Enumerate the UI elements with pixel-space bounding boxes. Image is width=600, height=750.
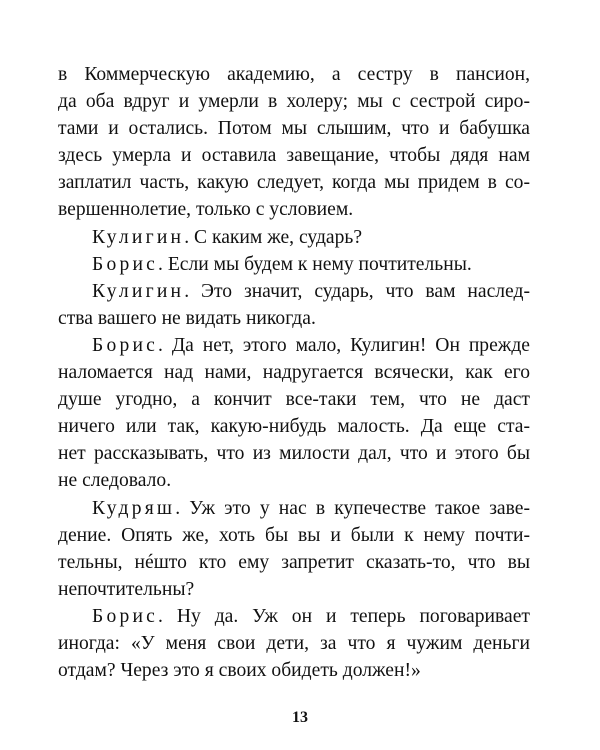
text-line: ства вашего не видать никогда.	[58, 307, 316, 329]
line-text: . Ну да. Уж он и теперь поговаривает	[158, 605, 530, 627]
dialogue-line	[58, 278, 530, 305]
text-line: вершеннолетие, только с условием.	[58, 199, 354, 221]
speaker-name: Кулигин	[92, 226, 185, 248]
dialogue-line	[58, 495, 530, 522]
line-text: . Если мы будем к нему почтительны.	[158, 253, 472, 275]
text-line: тельны, нéшто кто ему запретит сказать-то, что вы	[58, 551, 530, 573]
speaker-name: Кулигин	[92, 280, 185, 302]
text-line: душе угодно, а кончит все-таки тем, что не даст	[58, 389, 530, 411]
text-line: да оба вдруг и умерли в холеру; мы с сестрой сиро-	[58, 91, 530, 113]
text-line: иногда: «У меня свои дети, за что я чужим деньги	[58, 632, 530, 654]
text-line: не следовало.	[58, 470, 172, 492]
text-line: заплатил часть, какую следует, когда мы придем в со-	[58, 172, 530, 194]
speaker-name: Борис	[92, 605, 159, 627]
speaker-name: Борис	[92, 253, 159, 275]
text-line: отдам? Через это я своих обидеть должен!»	[58, 660, 421, 682]
dialogue-line	[58, 251, 530, 278]
text-line: в Коммерческую академию, а сестру в пансион,	[58, 64, 530, 85]
speaker-name: Кудряш	[92, 497, 176, 519]
text-line: ничего или так, какую-нибудь малость. Да еще ста-	[58, 416, 530, 438]
text-line: непочтительны?	[58, 578, 195, 600]
text-line: наломается над нами, надругается всячески, как его	[58, 362, 530, 384]
page-text	[58, 61, 530, 684]
line-text: . С каким же, сударь?	[184, 226, 363, 248]
line-text: . Это значит, сударь, что вам наслед-	[184, 280, 530, 302]
line-text: . Да нет, этого мало, Кулигин! Он прежде	[158, 334, 530, 356]
text-line: здесь умерла и оставила завещание, чтобы дядя нам	[58, 145, 530, 167]
text-line: тами и остались. Потом мы слышим, что и бабушка	[58, 118, 530, 140]
speaker-name: Борис	[92, 334, 159, 356]
dialogue-line	[58, 603, 530, 630]
text-line: дение. Опять же, хоть бы вы и были к нему почти-	[58, 524, 530, 546]
dialogue-line	[58, 332, 530, 359]
page-number: 13	[292, 709, 308, 726]
line-text: . Уж это у нас в купечестве такое заве-	[175, 497, 530, 519]
dialogue-line	[58, 224, 530, 251]
text-line: нет рассказывать, что из милости дал, что и этого бы	[58, 443, 530, 465]
